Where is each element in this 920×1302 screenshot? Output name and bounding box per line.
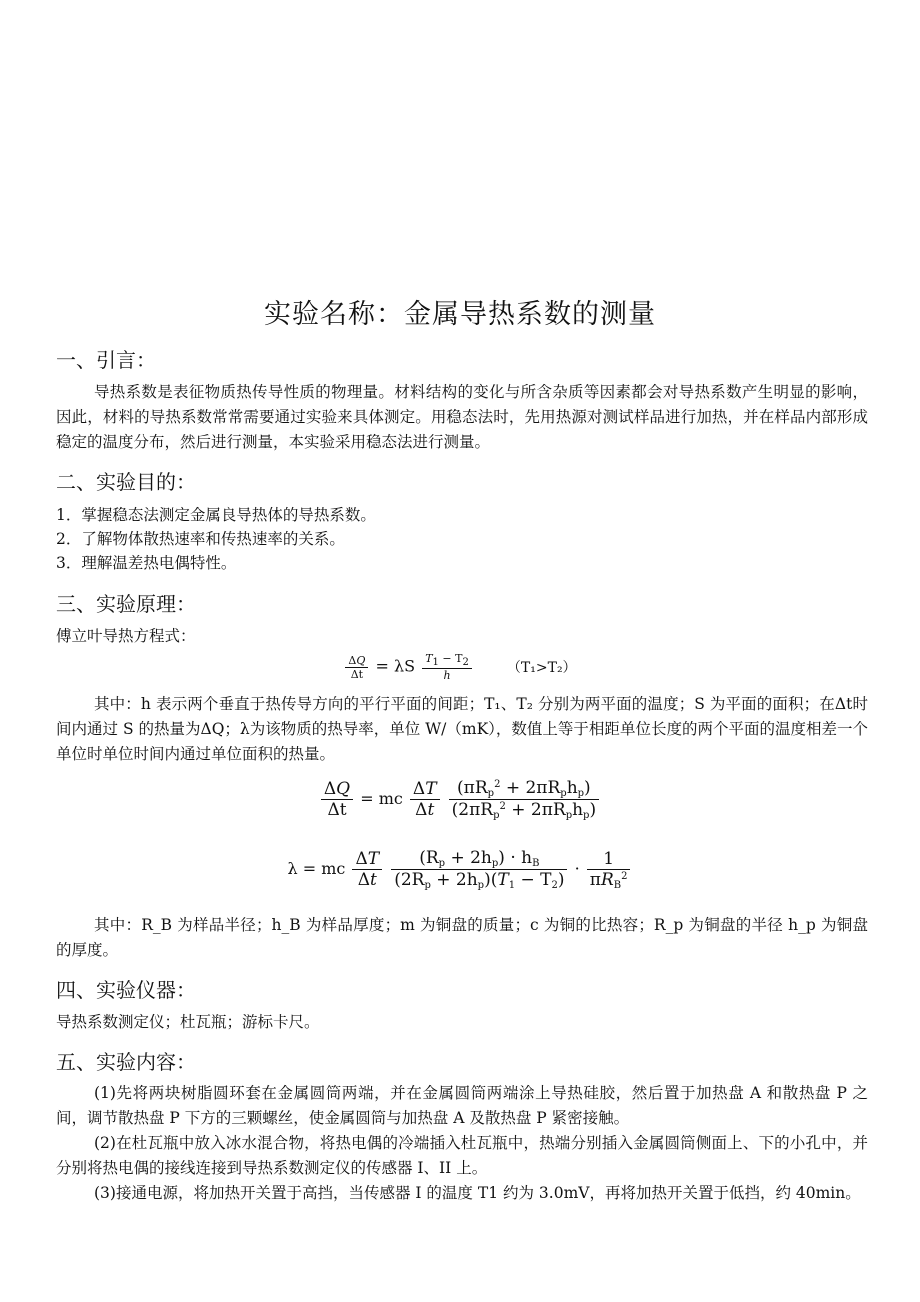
heading-principle: 三、实验原理： bbox=[56, 592, 196, 616]
procedure-step-1: (1)先将两块树脂圆环套在金属圆筒两端，并在金属圆筒两端涂上导热硅胶，然后置于加热盘 A 和散热盘 P 之间，调节散热盘 P 下方的三颗螺丝，使金属圆筒与加热盘 A 及散热盘 P 紧密接触。 bbox=[56, 1084, 868, 1127]
purpose-item-1: 1．掌握稳态法测定金属良导热体的导热系数。 bbox=[56, 506, 376, 524]
intro-paragraph: 导热系数是表征物质热传导性质的物理量。材料结构的变化与所含杂质等因素都会对导热系数产生明显的影响，因此，材料的导热系数常常需要通过实验来具体测定。用稳态法时，先用热源对测试样品进行加热，并在样品内部形成稳定的温度分布，然后进行测量，本实验采用稳态法进行测量。 bbox=[56, 383, 868, 451]
apparatus-text: 导热系数测定仪；杜瓦瓶；游标卡尺。 bbox=[56, 1013, 320, 1031]
equation-condition: （T₁>T₂） bbox=[506, 659, 577, 676]
heading-intro: 一、引言： bbox=[56, 348, 156, 372]
principle-intro: 傅立叶导热方程式： bbox=[56, 627, 196, 645]
heading-apparatus: 四、实验仪器： bbox=[56, 978, 196, 1002]
principle-explanation: 其中：h 表示两个垂直于热传导方向的平行平面的间距；T₁、T₂ 分别为两平面的温度；S 为平面的面积；在Δt时间内通过 S 的热量为ΔQ；λ为该物质的热导率，单位 W/（mK），数值上等于相距单位长度的两个平面的温度相差一个单位时单位时间内通过单位面积的热量。 bbox=[56, 695, 868, 763]
purpose-item-2: 2．了解物体散热速率和传热速率的关系。 bbox=[56, 530, 345, 548]
equation-lambda: λ = mc $\frac{\Delta T}{\Delta t}$ $\frac{(R_p + 2h_p) \cdot h_B}{(2R_p + 2h_p)(T_1 - T_2)}$ · $\frac{1}{\pi R_B^2}$ bbox=[0, 848, 920, 891]
principle-symbols: 其中：R_B 为样品半径；h_B 为样品厚度；m 为铜盘的质量；c 为铜的比热容；R_p 为铜盘的半径 h_p 为铜盘的厚度。 bbox=[56, 916, 868, 959]
procedure-step-3: (3)接通电源，将加热开关置于高挡，当传感器 I 的温度 T1 约为 3.0mV，再将加热开关置于低挡，约 40min。 bbox=[94, 1184, 861, 1202]
procedure-step-2: (2)在杜瓦瓶中放入冰水混合物，将热电偶的冷端插入杜瓦瓶中，热端分别插入金属圆筒侧面上、下的小孔中，并分别将热电偶的接线连接到导热系数测定仪的传感器 I、II 上。 bbox=[56, 1134, 868, 1177]
page-title: 实验名称：金属导热系数的测量 bbox=[264, 299, 656, 330]
equation-fourier: $\frac{\Delta Q}{\Delta t}$ = λS $\frac{T1 - T2}{h}$ （T₁>T₂） bbox=[0, 652, 920, 682]
heading-procedure: 五、实验内容： bbox=[56, 1050, 196, 1074]
equation-heat-rate: $\frac{\Delta Q}{\Delta t}$ = mc $\frac{\Delta T}{\Delta t}$ $\frac{(\pi R_p^2 + 2\pi R_ph_p)}{(2\pi R_p^2 + 2\pi R_ph_p)}$ bbox=[0, 778, 920, 821]
purpose-item-3: 3．理解温差热电偶特性。 bbox=[56, 554, 237, 572]
heading-purpose: 二、实验目的： bbox=[56, 470, 196, 494]
